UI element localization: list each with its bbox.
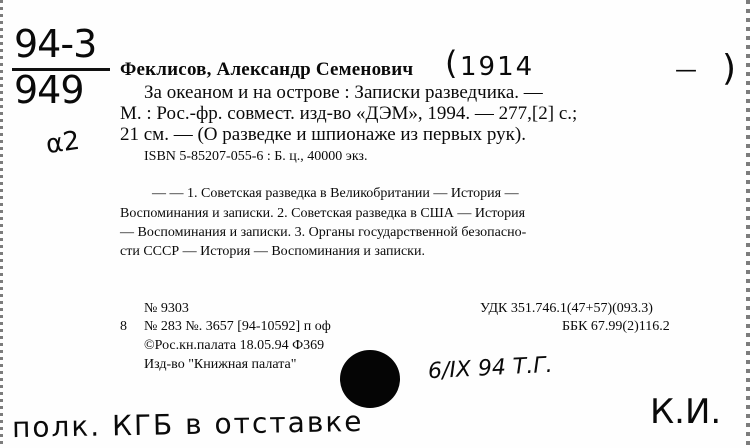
birth-year-note: 1914 — [460, 52, 535, 82]
call-number-top: 94-3 — [14, 22, 97, 66]
publication-line: М. : Рос.-фр. совмест. изд-во «ДЭМ», 1994. — 277,[2] с.; — [120, 103, 578, 124]
ink-blot — [340, 350, 400, 408]
series-line: 21 см. — (О разведке и шпионаже из первых рук). — [120, 124, 526, 145]
bbk-code: ББК 67.99(2)116.2 — [562, 319, 670, 334]
subject-line-2: Воспоминания и записки. 2. Советская разведка в США — История — [120, 206, 526, 221]
card-number: № 9303 — [144, 301, 189, 316]
close-paren-mark: ) — [722, 48, 737, 89]
call-number-bottom: 949 — [14, 68, 84, 112]
subject-line-1: — — 1. Советская разведка в Великобритании — История — — [152, 186, 519, 201]
order-line: № 283 №. 3657 [94-10592] п оф — [144, 319, 331, 334]
subject-line-3: — Воспоминания и записки. 3. Органы государственной безопасно- — [120, 225, 527, 240]
date-note: 6/IX 94 Т.Г. — [427, 352, 554, 385]
author-heading: Феклисов, Александр Семенович — [120, 59, 414, 80]
udk-code: УДК 351.746.1(47+57)(093.3) — [480, 301, 653, 316]
isbn-line: ISBN 5-85207-055-6 : Б. ц., 40000 экз. — [144, 149, 368, 164]
title-line: За океаном и на острове : Записки разведчика. — — [144, 82, 543, 103]
prefix-eight: 8 — [120, 319, 127, 334]
subject-line-4: сти СССР — История — Воспоминания и записки. — [120, 244, 425, 259]
margin-dash-mark: — — [675, 58, 697, 83]
publisher-line: Изд-во "Книжная палата" — [144, 357, 297, 372]
open-paren-mark: ( — [445, 44, 458, 82]
rank-note: полк. КГБ в отставке — [11, 404, 364, 445]
book-chamber-line: ©Рос.кн.палата 18.05.94 Ф369 — [144, 338, 325, 353]
initials-note: К.И. — [650, 392, 722, 432]
margin-note: α2 — [44, 125, 82, 161]
